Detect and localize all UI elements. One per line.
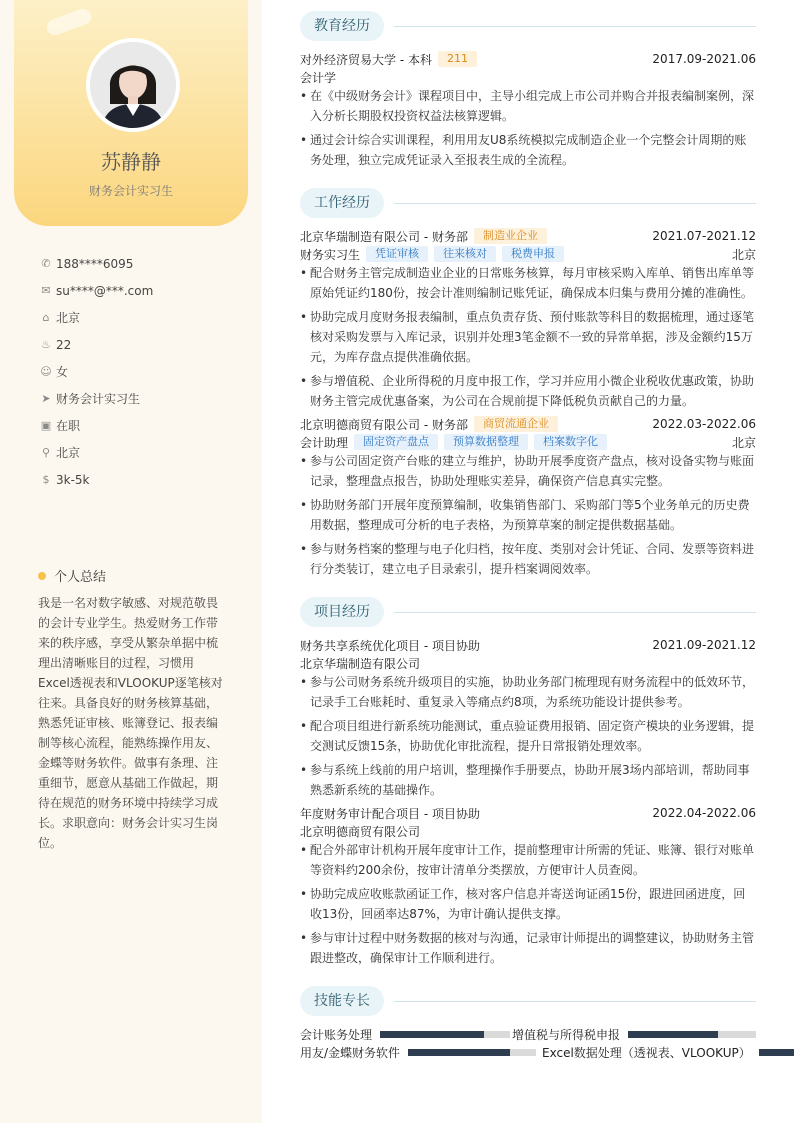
project-org: 北京华瑞制造有限公司 [300,656,421,671]
skill-bar [408,1049,536,1056]
avatar [86,38,180,132]
info-item [36,250,153,277]
job-position-row [300,245,756,263]
bullet-dot-icon [38,572,46,580]
major: 会计学 [300,70,337,85]
skill-tag: 税费申报 [502,246,564,262]
info-text: su****@***.com [56,283,154,298]
section-title: 教育经历 [300,11,384,41]
list-item: • 配合项目组进行新系统功能测试，重点验证费用报销、固定资产模块的业务逻辑，提交测试反馈15条，协助优化审批流程，提升日常报销处理效率。 [300,716,756,756]
info-text: 财务会计实习生 [56,392,141,406]
phone-icon: ✆ [41,257,51,270]
job-company: 北京华瑞制造有限公司 - 财务部 [300,229,468,244]
info-text: 188****6095 [56,256,134,271]
info-item [36,385,153,412]
project-name: 年度财务审计配合项目 - 项目协助 [300,806,480,821]
sidebar [0,0,262,1123]
skill-name: 用友/金蝶财务软件 [300,1045,401,1060]
list-item: • 参与公司财务系统升级项目的实施，协助业务部门梳理现有财务流程中的低效环节，记录手工台账耗时、重复录入等痛点约8项，为系统功能设计提供参考。 [300,672,756,712]
skill-bar-fill [759,1049,794,1056]
job-header [300,415,756,433]
skill-tag: 固定资产盘点 [354,434,438,450]
skill-tag: 预算数据整理 [444,434,528,450]
skill-item [300,1043,536,1061]
major-row [300,68,756,86]
list-item: • 参与审计过程中财务数据的核对与沟通，记录审计师提出的调整建议，协助财务主管跟进整改，确保审计工作顺利进行。 [300,928,756,968]
skill-bar [759,1049,794,1056]
candidate-role: 财务会计实习生 [88,184,173,198]
skill-item [512,1025,756,1043]
info-item [36,412,153,439]
info-item [36,466,153,493]
info-item [36,304,153,331]
avatar-portrait [90,42,176,128]
project-org-row [300,822,756,840]
section-title: 工作经历 [300,188,384,218]
job-period: 2022.03-2022.06 [652,417,756,431]
contact-info-list [36,250,153,493]
school-name: 对外经济贸易大学 - 本科 [300,52,432,67]
salary-icon: $ [42,473,50,486]
list-item: • 配合外部审计机构开展年度审计工作，提前整理审计所需的凭证、账簿、银行对账单等资料约200余份，按审计清单分类摆放，方便审计人员查阅。 [300,840,756,880]
job-position: 会计助理 [300,435,349,450]
section-divider [394,612,756,613]
section-education [300,10,756,42]
education-bullets [300,86,756,174]
decorative-shape [45,7,94,38]
job-bullets [300,263,756,415]
section-divider [394,203,756,204]
section-work [300,187,756,219]
section-divider [394,1001,756,1002]
location-icon: ⚲ [41,446,51,459]
summary-heading [38,566,106,585]
list-item: • 协助完成应收账款函证工作，核对客户信息并寄送询证函15份，跟进回函进度，回收13份，回函率达87%，为审计确认提供支撑。 [300,884,756,924]
skill-bar-fill [628,1031,718,1038]
info-item [36,277,153,304]
project-header [300,636,756,654]
skill-bar [628,1031,756,1038]
list-item: • 配合财务主管完成制造业企业的日常账务核算，每月审核采购入库单、销售出库单等原始凭证约180份，按会计准则编制记账凭证，确保成本归集与费用分摊的准确性。 [300,263,756,303]
summary-title: 个人总结 [54,570,107,585]
section-title: 项目经历 [300,597,384,627]
project-bullets [300,672,756,804]
candidate-name: 苏静静 [101,150,161,174]
section-title: 技能专长 [300,986,384,1016]
list-item: • 在《中级财务会计》课程项目中，主导小组完成上市公司并购合并报表编制案例，深入分析长期股权投资权益法核算逻辑。 [300,86,756,126]
job-period: 2021.07-2021.12 [652,229,756,243]
list-item: • 参与财务档案的整理与电子化归档，按年度、类别对会计凭证、合同、发票等资料进行分类装订，建立电子目录索引，提升档案调阅效率。 [300,539,756,579]
skill-item [300,1025,510,1043]
email-icon: ✉ [41,284,51,297]
skill-bar-fill [408,1049,510,1056]
job-city: 北京 [731,247,756,262]
home-icon: ⌂ [42,311,50,324]
project-bullets [300,840,756,972]
list-item: • 协助财务部门开展年度预算编制，收集销售部门、采购部门等5个业务单元的历史费用数据，整理成可分析的电子表格，为预算草案的制定提供数据基础。 [300,495,756,535]
skill-name: 增值税与所得税申报 [512,1027,621,1042]
job-company: 北京明德商贸有限公司 - 财务部 [300,417,468,432]
job-city: 北京 [731,435,756,450]
cake-icon: ♨ [41,338,51,351]
skill-bar-fill [380,1031,484,1038]
section-divider [394,26,756,27]
company-tag: 商贸流通企业 [474,416,558,432]
job-position: 财务实习生 [300,247,361,262]
skill-name: Excel数据处理（透视表、VLOOKUP） [542,1045,751,1060]
project-period: 2021.09-2021.12 [652,638,756,652]
gender-icon: ☺ [40,365,52,378]
school-tag: 211 [438,51,477,67]
summary-text: 我是一名对数字敏感、对规范敬畏的会计专业学生。热爱财务工作带来的秩序感，享受从繁杂单据中梳理出清晰账目的过程，习惯用Excel透视表和VLOOKUP逐笔核对往来。具备良好的财务核算基础，熟悉凭证审核、账簿登记、报表编制等核心流程，能熟练操作用友、金蝶等财务软件。做事有条理、注重细节，愿意从基础工作做起，期待在规范的财务环境中持续学习成长。求职意向：财务会计实习生岗位。 [38,596,223,850]
info-item [36,358,153,385]
profile-card [14,0,248,226]
job-position-row [300,433,756,451]
skill-tag: 往来核对 [434,246,496,262]
project-name: 财务共享系统优化项目 - 项目协助 [300,638,480,653]
info-text: 北京 [56,446,81,460]
job-bullets [300,451,756,583]
list-item: • 通过会计综合实训课程，利用用友U8系统模拟完成制造企业一个完整会计周期的账务处理，独立完成凭证录入至报表生成的全流程。 [300,130,756,170]
section-skills [300,985,756,1017]
info-item [36,331,153,358]
company-tag: 制造业企业 [474,228,547,244]
info-text: 在职 [56,419,81,433]
skill-item [542,1043,794,1061]
info-text: 北京 [56,311,81,325]
education-period: 2017.09-2021.06 [652,52,756,66]
info-text: 3k-5k [56,472,90,487]
list-item: • 参与公司固定资产台账的建立与维护，协助开展季度资产盘点，核对设备实物与账面记录，整理盘点报告，协助处理账实差异，确保资产信息真实完整。 [300,451,756,491]
info-text: 女 [56,365,69,379]
info-text: 22 [56,337,72,352]
project-period: 2022.04-2022.06 [652,806,756,820]
skill-tag: 档案数字化 [534,434,607,450]
project-header [300,804,756,822]
briefcase-icon: ▣ [40,419,52,432]
list-item: • 协助完成月度财务报表编制，重点负责存货、预付账款等科目的数据梳理，通过逐笔核对采购发票与入库记录，识别并处理3笔金额不一致的异常单据，涉及金额约15万元，为库存盘点提供准确依据。 [300,307,756,367]
skill-tag: 凭证审核 [366,246,428,262]
send-icon: ➤ [41,392,51,405]
project-org-row [300,654,756,672]
info-item [36,439,153,466]
skill-name: 会计账务处理 [300,1027,373,1042]
list-item: • 参与增值税、企业所得税的月度申报工作，学习并应用小微企业税收优惠政策，协助财务主管完成优惠备案，为公司在合规前提下降低税负贡献自己的力量。 [300,371,756,411]
project-org: 北京明德商贸有限公司 [300,824,421,839]
skill-bar [380,1031,510,1038]
list-item: • 参与系统上线前的用户培训，整理操作手册要点，协助开展3场内部培训，帮助同事熟悉新系统的基础操作。 [300,760,756,800]
job-header [300,227,756,245]
education-row [300,50,756,68]
section-projects [300,596,756,628]
